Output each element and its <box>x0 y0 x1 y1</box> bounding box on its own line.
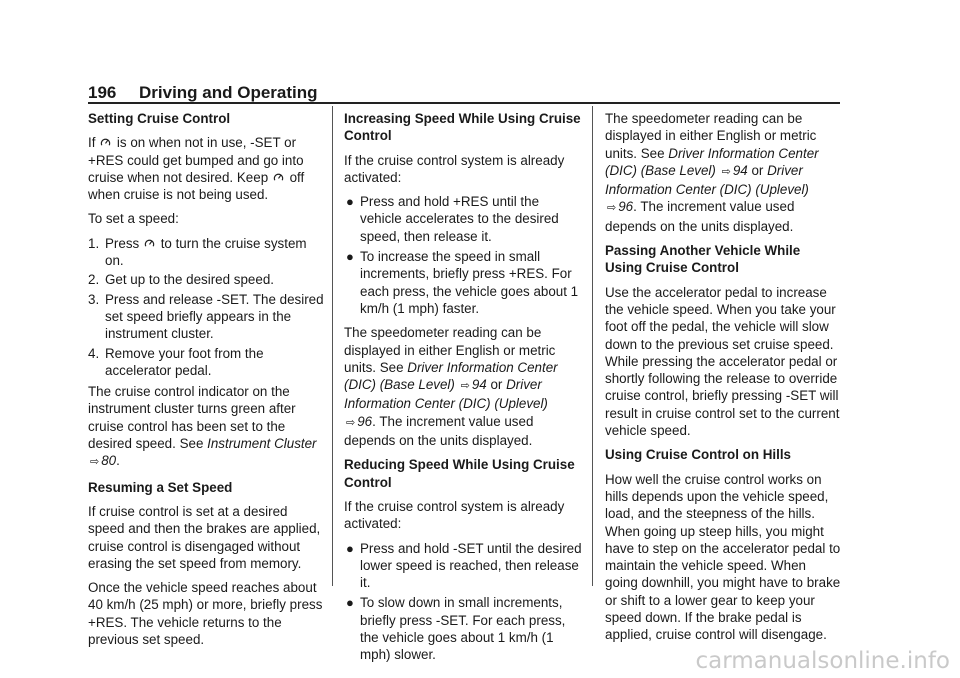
page-arrow-icon: ⇨ <box>721 165 731 178</box>
cruise-control-icon <box>144 238 155 249</box>
paragraph-cruise-warning <box>88 134 324 203</box>
text: to turn the cruise system on. <box>105 235 307 269</box>
list-item <box>344 540 582 592</box>
paragraph-passing: Use the accelerator pedal to increase the vehicle speed. When you take your foot off the pedal, the vehicle will slow down to the previous set cruise speed. While pressing the accelerator pedal or shortly following the release to override cruise control, briefly pressing -SET will result in cruise control set to the current vehicle speed. <box>605 284 840 439</box>
column-1 <box>88 110 324 655</box>
cross-reference-link[interactable]: Driver Information Center (DIC) (Base Level) <box>605 145 819 178</box>
paragraph-indicator: The cruise control indicator on the instrument cluster turns green after cruise control has been set to the desired speed. See Instrument Cluster ⇨ 80. <box>88 384 317 469</box>
heading-resuming: Resuming a Set Speed <box>88 479 233 495</box>
page-arrow-icon: ⇨ <box>607 202 617 215</box>
page-reference[interactable]: 96 <box>618 199 634 215</box>
bullet-list-increase <box>344 193 582 317</box>
heading-increasing: Increasing Speed While Using Cruise Control <box>344 111 581 144</box>
text: The cruise control indicator on the instrument cluster turns green after cruise control has been set to the desired speed. See <box>88 384 296 452</box>
bullet-icon: ● <box>346 540 354 556</box>
text: off when cruise is not being used. <box>88 169 305 203</box>
page-arrow-icon: ⇨ <box>460 380 470 393</box>
text: . The increment value used depends on the units displayed. <box>605 199 795 234</box>
page-reference[interactable]: 80 <box>101 453 117 469</box>
bullet-icon: ● <box>346 595 354 611</box>
heading-setting-cruise: Setting Cruise Control <box>88 111 231 126</box>
list-item <box>88 271 324 288</box>
page-reference[interactable]: 94 <box>732 162 748 178</box>
cruise-control-icon <box>273 172 284 183</box>
step-number: 2. <box>88 272 100 288</box>
text: Press and hold +RES until the vehicle accelerates to the desired speed, then release it. <box>360 194 559 244</box>
paragraph-resume-speed: Once the vehicle speed reaches about 40 km/h (25 mph) or more, briefly press +RES. The vehicle returns to the previous set speed. <box>88 580 323 648</box>
step-number: 1. <box>88 235 100 251</box>
page-number: 196 <box>88 83 117 102</box>
section-title: Driving and Operating <box>139 83 318 102</box>
list-item <box>344 248 582 317</box>
text: Press and hold -SET until the desired lower speed is reached, then release it. <box>360 540 582 591</box>
page-reference[interactable]: 96 <box>357 413 373 429</box>
text: is on when not in use, -SET or +RES could get bumped and go into cruise when not desired. Keep <box>88 135 304 185</box>
heading-reducing: Reducing Speed While Using Cruise Control <box>344 457 575 490</box>
column-divider-2 <box>592 106 593 586</box>
heading-passing: Passing Another Vehicle While Using Cruise Control <box>605 243 801 276</box>
paragraph-speedometer <box>344 324 582 449</box>
cross-reference-link[interactable]: Instrument Cluster <box>207 436 317 452</box>
list-item <box>88 345 324 380</box>
text: Press and release -SET. The desired set speed briefly appears in the instrument cluster. <box>105 291 324 342</box>
step-number: 3. <box>88 291 100 307</box>
page-arrow-icon: ⇨ <box>346 416 356 429</box>
steps-list <box>88 235 324 379</box>
text: The speedometer reading can be displayed in either English or metric units. See <box>344 325 556 375</box>
page-reference[interactable]: 94 <box>471 377 487 393</box>
cross-reference-link[interactable]: Driver Information Center (DIC) (Uplevel) <box>605 162 809 198</box>
paragraph-already-activated: If the cruise control system is already activated: <box>344 152 565 185</box>
list-item <box>344 193 582 245</box>
cross-reference-link[interactable]: Driver Information Center (DIC) (Base Level) <box>344 359 558 393</box>
step-number: 4. <box>88 345 100 361</box>
text: If <box>88 135 96 151</box>
bullet-icon: ● <box>346 194 354 210</box>
paragraph-already-activated-2: If the cruise control system is already activated: <box>344 498 565 532</box>
bullet-list-reduce <box>344 540 582 664</box>
paragraph-speedometer-2 <box>605 110 841 235</box>
text: Press <box>105 235 140 251</box>
page-arrow-icon: ⇨ <box>90 456 100 469</box>
heading-hills: Using Cruise Control on Hills <box>605 447 791 463</box>
paragraph-to-set: To set a speed: <box>88 211 179 227</box>
text: or <box>751 162 764 178</box>
text: Get up to the desired speed. <box>105 272 274 288</box>
header-rule <box>88 102 840 104</box>
bullet-icon: ● <box>346 249 354 265</box>
text: To increase the speed in small increments, briefly press +RES. For each press, the vehicle goes about 1 km/h (1 mph) faster. <box>360 249 579 316</box>
paragraph-brakes: If cruise control is set at a desired speed and then the brakes are applied, cruise control is disengaged without erasing the set speed from memory. <box>88 503 321 571</box>
column-divider-1 <box>332 106 333 586</box>
list-item <box>344 594 582 663</box>
text: . The increment value used depends on the units displayed. <box>344 413 534 449</box>
text: The speedometer reading can be displayed in either English or metric units. See <box>605 111 817 161</box>
cross-reference-link[interactable]: Driver Information Center (DIC) (Uplevel) <box>344 377 548 412</box>
text: Remove your foot from the accelerator pedal. <box>105 345 264 378</box>
text: To slow down in small increments, briefly press -SET. For each press, the vehicle goes about 1 km/h (1 mph) slower. <box>360 595 566 663</box>
list-item <box>88 235 324 270</box>
cruise-control-icon <box>100 137 111 148</box>
column-2 <box>344 110 582 671</box>
text: or <box>490 377 503 393</box>
paragraph-hills: How well the cruise control works on hills depends upon the vehicle speed, load, and the steepness of the hills. When going up steep hills, you might have to step on the accelerator pedal to maintain the vehicle speed. When going downhill, you might have to brake or shift to a lower gear to keep your speed down. If the brake pedal is applied, cruise control will disengage. <box>605 471 841 643</box>
watermark: carmanualsonline.info <box>695 648 950 674</box>
list-item <box>88 291 324 343</box>
column-3 <box>605 110 841 651</box>
